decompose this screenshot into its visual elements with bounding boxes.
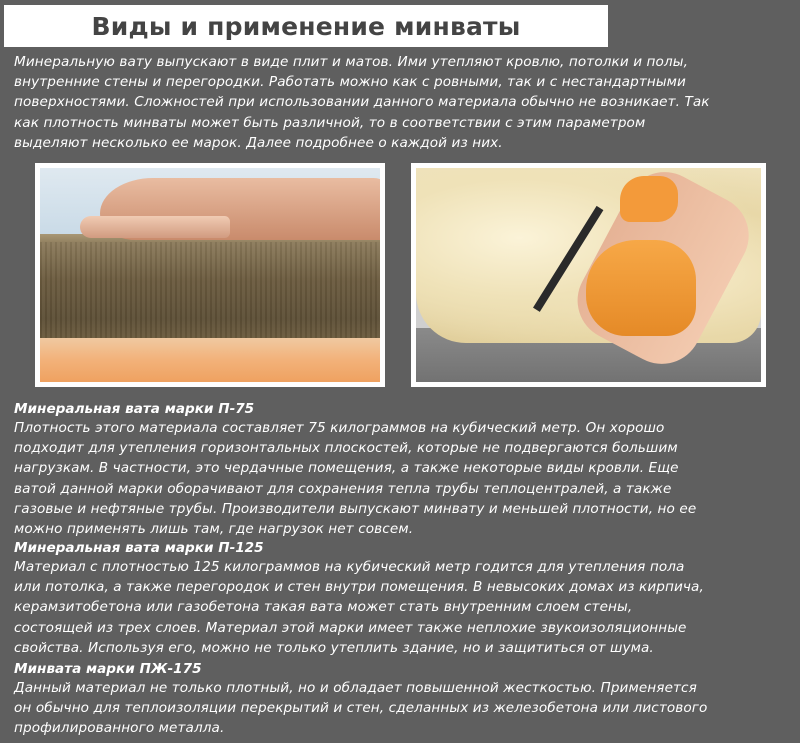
section-text-p75 [14, 418, 790, 539]
section-line: профилированного металла. [14, 720, 225, 737]
intro-line: поверхностями. Сложностей при использовании данного материала обычно не возникает. Так [14, 94, 710, 111]
section-heading-pzh175: Минвата марки ПЖ-175 [14, 661, 202, 677]
section-heading-p125: Минеральная вата марки П-125 [14, 540, 264, 556]
section-line: Плотность этого материала составляет 75 килограммов на кубический метр. Он хорошо [14, 420, 665, 436]
section-text-pzh175 [14, 678, 790, 739]
page-title: Виды и применение минваты [91, 11, 521, 41]
intro-line: внутренние стены и перегородки. Работать можно как с ровными, так и с нестандартными [14, 74, 686, 91]
intro-line: как плотность минваты может быть различной, то в соответствии с этим параметром [14, 114, 646, 131]
section-line: газовые и нефтяные трубы. Производители выпускают минвату и меньшей плотности, но ее [14, 500, 697, 517]
section-line: нагрузкам. В частности, это чердачные помещения, а также некоторые виды кровли. Еще [14, 460, 679, 477]
section-line: состоящей из трех слоев. Материал этой марки имеет также неплохие звукоизоляционные [14, 619, 687, 636]
section-line: подходит для утепления горизонтальных плоскостей, которые не подвергаются большим [14, 440, 678, 457]
section-heading-p75: Минеральная вата марки П-75 [14, 401, 255, 417]
section-line: он обычно для теплоизоляции перекрытий и стен, сделанных из железобетона или листового [14, 700, 708, 717]
section-line: можно применять лишь там, где нагрузок нет совсем. [14, 521, 414, 538]
intro-paragraph [14, 52, 790, 153]
intro-line: Минеральную вату выпускают в виде плит и матов. Ими утепляют кровлю, потолки и полы, [14, 54, 688, 70]
section-text-p125 [14, 557, 790, 658]
section-line: ватой данной марки оборачивают для сохранения тепла трубы теплоцентралей, а также [14, 480, 672, 497]
intro-line: выделяют несколько ее марок. Далее подробнее о каждой из них. [14, 134, 503, 151]
section-line: Данный материал не только плотный, но и обладает повышенной жесткостью. Применяется [14, 680, 697, 696]
photo-cutting-mineral-wool-mat [411, 163, 766, 387]
section-line: керамзитобетона или газобетона такая вата может стать внутренним слоем стены, [14, 599, 633, 616]
section-line: или потолка, а также перегородок и стен внутри помещения. В невысоких домах из кирпича, [14, 579, 704, 596]
title-banner [4, 5, 608, 47]
photo-hand-on-mineral-wool-slab [35, 163, 385, 387]
section-line: Материал с плотностью 125 килограммов на кубический метр годится для утепления пола [14, 559, 685, 575]
section-line: свойства. Используя его, можно не только утеплить здание, но и защититься от шума. [14, 639, 654, 656]
